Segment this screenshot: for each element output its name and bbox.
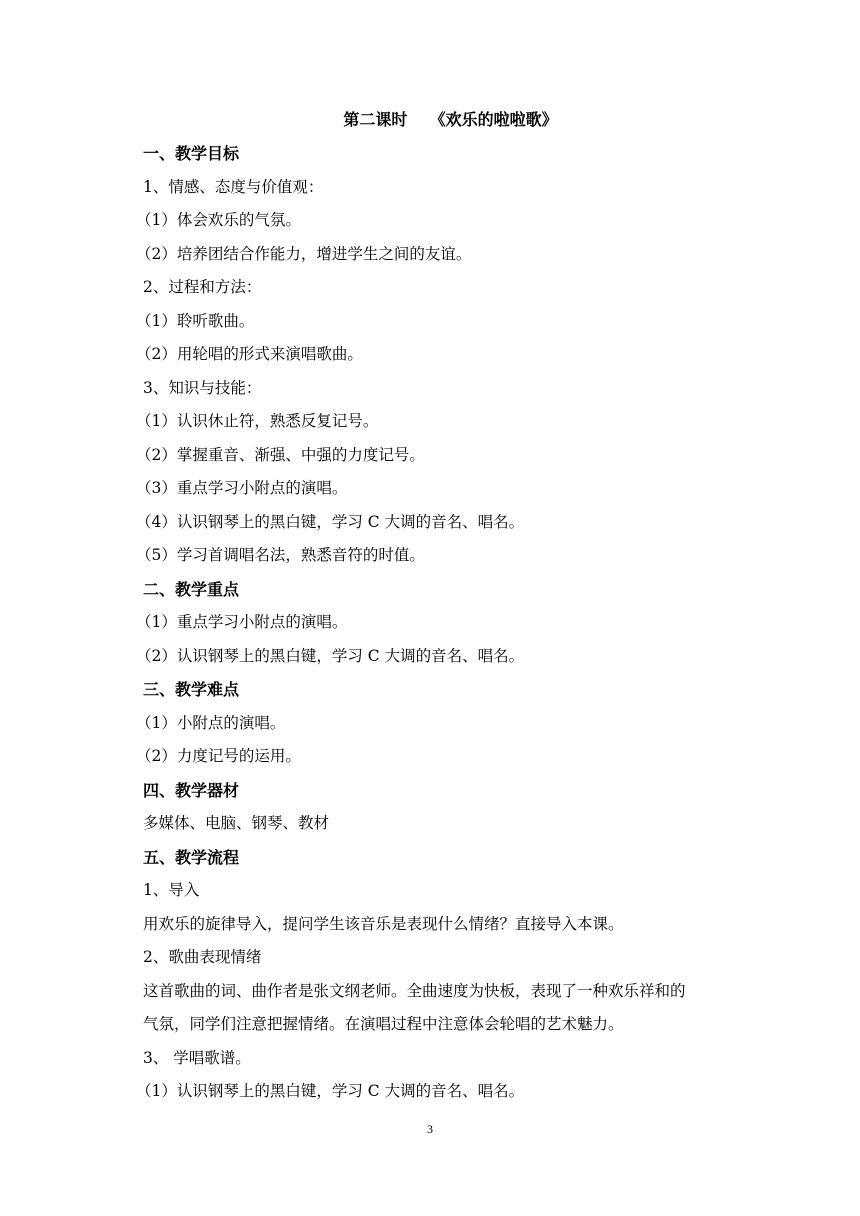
objective-line: 3、知识与技能： — [143, 378, 262, 397]
procedure-line: 气氛，同学们注意把握情绪。在演唱过程中注意体会轮唱的艺术魅力。 — [143, 1015, 624, 1033]
objective-line: 1、情感、态度与价值观： — [143, 177, 324, 196]
procedure-line: 这首歌曲的词、曲作者是张文纲老师。全曲速度为快板，表现了一种欢乐祥和的 — [143, 981, 686, 1000]
key-point-line: （2）认识钢琴上的黑白键，学习 C 大调的音名、唱名。 — [136, 646, 525, 665]
objective-line: （3）重点学习小附点的演唱。 — [136, 479, 348, 497]
objective-line: （1）聆听歌曲。 — [136, 311, 255, 330]
lesson-title: 第二课时 《欢乐的啦啦歌》 — [343, 110, 558, 129]
objective-line: （2）培养团结合作能力，增进学生之间的友谊。 — [136, 244, 472, 263]
procedure-line: （1）认识钢琴上的黑白键，学习 C 大调的音名、唱名。 — [136, 1082, 525, 1100]
section-heading-difficulties: 三、教学难点 — [143, 680, 240, 699]
page-number: 3 — [427, 1122, 433, 1136]
section-heading-procedure: 五、教学流程 — [143, 847, 240, 867]
objective-line: （1）认识休止符，熟悉反复记号。 — [136, 412, 379, 430]
materials-line: 多媒体、电脑、钢琴、教材 — [143, 814, 330, 832]
objective-line: （4）认识钢琴上的黑白键，学习 C 大调的音名、唱名。 — [136, 512, 525, 531]
section-heading-key-points: 二、教学重点 — [143, 579, 240, 599]
objective-line: （5）学习首调唱名法，熟悉音符的时值。 — [136, 546, 425, 564]
section-heading-materials: 四、教学器材 — [143, 780, 240, 800]
difficulty-line: （2）力度记号的运用。 — [136, 747, 301, 765]
objective-line: （2）掌握重音、渐强、中强的力度记号。 — [136, 445, 425, 464]
procedure-line: 1、导入 — [143, 881, 200, 899]
objective-line: 2、过程和方法： — [143, 278, 262, 296]
procedure-line: 3、 学唱歌谱。 — [143, 1048, 251, 1067]
key-point-line: （1）重点学习小附点的演唱。 — [136, 613, 348, 631]
procedure-line: 2、歌曲表现情绪 — [143, 948, 262, 966]
document-body — [136, 103, 758, 1109]
procedure-line: 用欢乐的旋律导入，提问学生该音乐是表现什么情绪？直接导入本课。 — [143, 914, 624, 933]
objective-line: （1）体会欢乐的气氛。 — [136, 211, 301, 229]
difficulty-line: （1）小附点的演唱。 — [136, 713, 286, 732]
objective-line: （2）用轮唱的形式来演唱歌曲。 — [136, 345, 363, 363]
section-heading-objectives: 一、教学目标 — [143, 144, 240, 163]
